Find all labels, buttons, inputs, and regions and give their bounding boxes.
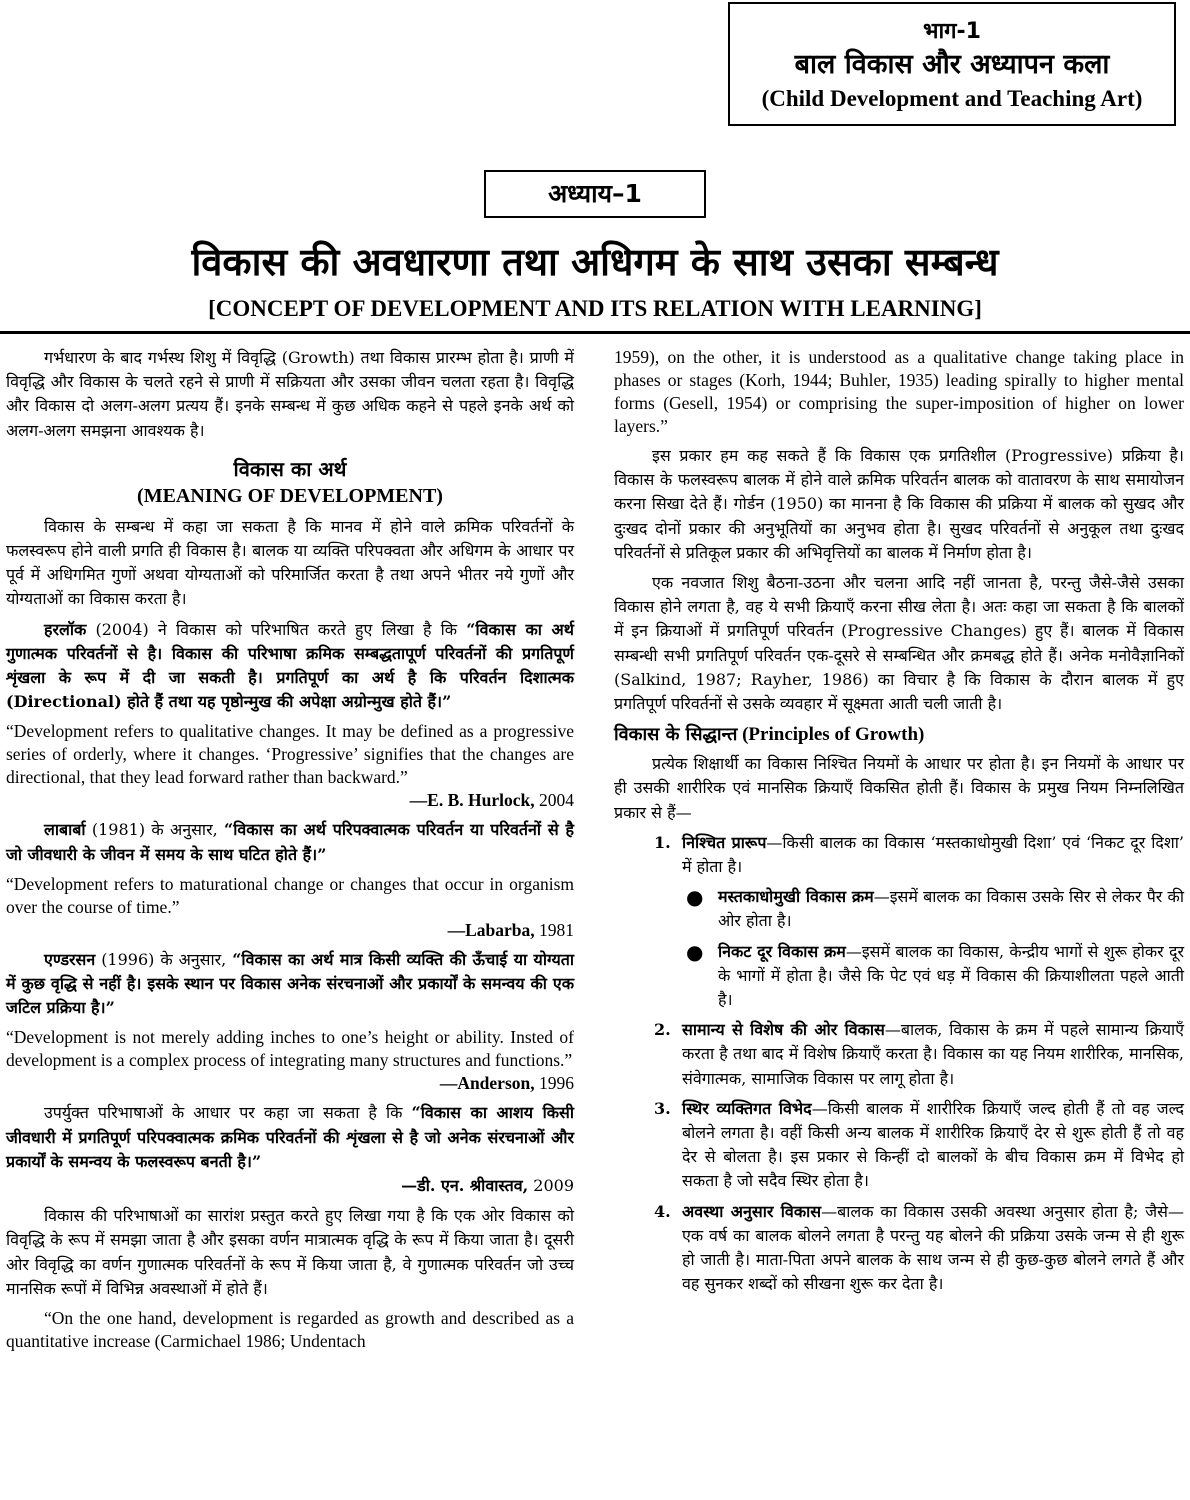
principle-item	[614, 1018, 1184, 1091]
item-text: —बालक का विकास उसकी अवस्था अनुसार होता है; जैसे—एक वर्ष का बालक बोलने लगता है परन्तु यह बोलने की प्रक्रिया उसके जन्म से ही शुरू हो जाती है। माता-पिता अपने बालक के साथ जन्म से ही कुछ-कुछ बोलने लगते हैं और वह सुनकर शब्दों को सीखना शुरू कर देता है।	[682, 1201, 1184, 1294]
right-column	[614, 346, 1184, 1303]
anderson-quote: “विकास का अर्थ मात्र किसी व्यक्ति की ऊँचाई या योग्यता में कुछ वृद्धि से नहीं है। इसके स्थान पर विकास अनेक संरचनाओं और प्रकार्यों के समन्वय की एक जटिल प्रक्रिया है।”	[6, 949, 575, 1018]
section-heading-english: (MEANING OF DEVELOPMENT)	[137, 484, 443, 507]
meaning-paragraph: विकास के सम्बन्ध में कहा जा सकता है कि मानव में होने वाले क्रमिक परिवर्तनों के फलस्वरूप होने वाली प्रगति ही विकास है। बालक या व्यक्ति परिपक्वता और अधिगम के आधार पर पूर्व में अधिगमित गुणों अथवा योग्यताओं को परिमार्जित करता है तथा अपने भीतर नये गुणों और योग्यताओं का विकास करता है।	[6, 516, 574, 609]
item-text: —किसी बालक में शारीरिक क्रियाएँ जल्द होती हैं तो वह जल्द बोलने लगता है। वहीं किसी अन्य बालक में शारीरिक क्रियाएँ देर से शुरू होती हैं तो वह देर से बोलता है। इस प्रकार से किन्हीं दो बालकों के बीच विकास क्रम में विभेद हो सकता है जो सदैव स्थिर होता है।	[682, 1098, 1184, 1191]
carmichael-quote-continued: 1959), on the other, it is understood as a qualitative change taking place in phases or stages (Korh, 1944; Buhler, 1935) leading spirally to higher mental forms (Gesell, 1954) or comprising the super-imposition of higher on lower layers.”	[614, 347, 1184, 436]
summary-quote: “विकास का आशय किसी जीवधारी में प्रगतिपूर्ण परिपक्वात्मक क्रमिक परिवर्तनों की शृंखला से है जो अनेक संरचनाओं और प्रकार्यों के समन्वय के फलस्वरूप बनती है।”	[6, 1103, 574, 1171]
labarba-quote: “विकास का अर्थ परिपक्वात्मक परिवर्तन या परिवर्तनों से है जो जीवधारी के जीवन में समय के साथ घटित होते हैं।”	[6, 820, 574, 864]
labarba-english-text: “Development refers to maturational change or changes that occur in organism over the course of time.”	[6, 873, 574, 917]
item-number: 2.	[654, 1020, 671, 1040]
principles-heading	[614, 722, 1184, 748]
bullet-text: —इसमें बालक का विकास, केन्द्रीय भागों से शुरू होकर दूर के भागों में होता है। जैसे कि पेट एवं धड़ में विकास की क्रियाशीलता पहले आती है।	[718, 941, 1184, 1010]
item-title: अवस्था अनुसार विकास	[682, 1201, 822, 1221]
chapter-title-english: [CONCEPT OF DEVELOPMENT AND ITS RELATION WITH LEARNING]	[208, 296, 982, 321]
labarba-intro: (1981) के अनुसार,	[85, 820, 225, 840]
left-column	[6, 346, 574, 1359]
summary-definition	[6, 1101, 574, 1198]
anderson-english-quote	[6, 1026, 574, 1095]
anderson-author: —Anderson,	[439, 1073, 535, 1094]
hurlock-intro: (2004) ने विकास को परिभाषित करते हुए लिखा है कि	[86, 619, 467, 639]
progressive-paragraph: इस प्रकार हम कह सकते हैं कि विकास एक प्रगतिशील (Progressive) प्रक्रिया है। विकास के फलस्वरूप बालक में होने वाले क्रमिक परिवर्तन बालक को वातावरण के साथ समायोजन करना सिखा देते हैं। गोर्डन (1950) का मानना है कि विकास की प्रक्रिया में बालक को सुखद और दुःखद दोनों प्रकार की अनुभूतियों का अनुभव होता है। सुखद परिवर्तनों से अनुकूल तथा दुःखद परिवर्तनों से प्रतिकूल प्रकार की अभिवृत्तियों का बालक में निर्माण होता है।	[614, 446, 1184, 562]
hurlock-english-quote	[6, 720, 574, 812]
hurlock-definition	[6, 618, 574, 715]
labarba-english-quote	[6, 873, 574, 942]
intro-paragraph: गर्भधारण के बाद गर्भस्थ शिशु में विवृद्धि (Growth) तथा विकास प्रारम्भ होता है। प्राणी में विवृद्धि और विकास के चलते रहने से प्राणी में सक्रियता और उसका जीवन चलता रहता है। विवृद्धि और विकास दो अलग-अलग प्रत्यय हैं। इनके सम्बन्ध में कुछ अधिक कहने से पहले इनके अर्थ को अलग-अलग समझना आवश्यक है।	[6, 348, 574, 440]
part-title: बाल विकास और अध्यापन कला	[794, 49, 1110, 80]
labarba-definition	[6, 818, 574, 866]
bullet-text: —इसमें बालक का विकास उसके सिर से लेकर पैर की ओर होता है।	[718, 887, 1184, 931]
principle-item	[614, 1200, 1184, 1297]
header-rule	[0, 331, 1190, 334]
carmichael-quote-start: “On the one hand, development is regarded as growth and described as a quantitative increase (Carmichael 1986; Undentach	[6, 1308, 574, 1352]
summary-intro: उपर्युक्त परिभाषाओं के आधार पर कहा जा सकता है कि	[44, 1103, 412, 1123]
labarba-author: —Labarba,	[447, 919, 535, 940]
part-subtitle: (Child Development and Teaching Art)	[761, 86, 1143, 111]
anderson-intro: (1996) के अनुसार,	[95, 949, 233, 969]
labarba-name: लाबार्बा	[44, 820, 86, 840]
hurlock-english-text: “Development refers to qualitative changes. It may be defined as a progressive series of orderly, where it changes. ‘Progressive’ signifies that the changes are directional, that they lead forward rather than backward.”	[6, 721, 574, 788]
labarba-attribution	[6, 919, 574, 942]
part-title-box	[728, 2, 1176, 126]
anderson-year: 1996	[534, 1073, 574, 1094]
summary-author: —डी. एन. श्रीवास्तव,	[401, 1176, 529, 1196]
principle-item	[614, 1097, 1184, 1194]
bullet-icon: ●	[686, 939, 704, 964]
bullet-item	[614, 885, 1184, 933]
item-number: 4.	[654, 1201, 671, 1221]
summary-paragraph: विकास की परिभाषाओं का सारांश प्रस्तुत करते हुए लिखा गया है कि एक ओर विकास को विवृद्धि के रूप में समझा जाता है और इसका वर्णन मात्रात्मक वृद्धि के रूप में किया जाता है। दूसरी ओर विवृद्धि का वर्णन गुणात्मक परिवर्तनों के रूप में किया जाता है, वे गुणात्मक परिवर्तन जो उच्च मानसिक रूपों में विभिन्न अवस्थाओं में होते हैं।	[6, 1206, 574, 1298]
newborn-paragraph: एक नवजात शिशु बैठना-उठना और चलना आदि नहीं जानता है, परन्तु जैसे-जैसे उसका विकास होने लगता है, वह ये सभी क्रियाएँ करना सीख लेता है। अतः कहा जा सकता है कि बालकों में इन क्रियाओं में प्रगतिपूर्ण परिवर्तन (Progressive Changes) हुए हैं। बालक में विकास सम्बन्धी सभी प्रगतिपूर्ण परिवर्तन एक-दूसरे से सम्बन्धित और क्रमबद्ध होते हैं। अनेक मनोवैज्ञानिकों (Salkind, 1987; Rayher, 1986) का विचार है कि विकास के दौरान बालक में हुए प्रगतिपूर्ण परिवर्तनों से उसके व्यवहार में सूक्ष्मता आती चली जाती है।	[614, 573, 1184, 714]
principles-intro: प्रत्येक शिक्षार्थी का विकास निश्चित नियमों के आधार पर होता है। इन नियमों के आधार पर ही उसकी शारीरिक एवं मानसिक क्रियाएँ विकसित होती हैं। विकास के प्रमुख नियम निम्नलिखित प्रकार से हैं—	[614, 754, 1184, 822]
principles-heading-english: (Principles of Growth)	[737, 724, 925, 746]
bullet-title: मस्तकाधोमुखी विकास क्रम	[718, 887, 874, 907]
chapter-label: अध्याय–1	[484, 170, 706, 218]
summary-attribution	[6, 1174, 574, 1198]
bullet-title: निकट दूर विकास क्रम	[718, 941, 846, 961]
hurlock-quote: “विकास का अर्थ गुणात्मक परिवर्तनों से है। विकास की परिभाषा क्रमिक सम्बद्धतापूर्ण परिवर्तनों की प्रगतिपूर्ण शृंखला के रूप में दी जा सकती है। प्रगतिपूर्ण का अर्थ है कि परिवर्तन दिशात्मक (Directional) होते हैं तथा यह पृष्ठोन्मुख की अपेक्षा अग्रोन्मुख होते हैं।”	[6, 619, 574, 712]
bullet-icon: ●	[686, 885, 704, 910]
hurlock-author: —E. B. Hurlock,	[409, 790, 535, 811]
anderson-definition	[6, 948, 574, 1021]
anderson-attribution	[6, 1072, 574, 1095]
item-number: 1.	[654, 832, 671, 852]
item-number: 3.	[654, 1098, 671, 1118]
item-text: —किसी बालक का विकास ‘मस्तकाधोमुखी दिशा’ एवं ‘निकट दूर दिशा’ में होता है।	[682, 832, 1184, 877]
hurlock-year: 2004	[534, 790, 574, 811]
labarba-year: 1981	[534, 919, 574, 940]
part-label: भाग-1	[923, 19, 981, 44]
chapter-title-hindi: विकास की अवधारणा तथा अधिगम के साथ उसका सम्बन्ध	[191, 240, 999, 284]
principle-item	[614, 831, 1184, 879]
item-title: निश्चित प्रारूप	[682, 832, 767, 852]
section-heading-hindi: विकास का अर्थ	[233, 456, 347, 481]
hurlock-name: हरलॉक	[44, 619, 87, 639]
summary-year: 2009	[528, 1176, 574, 1196]
anderson-name: एण्डरसन	[44, 949, 96, 969]
item-title: सामान्य से विशेष की ओर विकास	[682, 1020, 885, 1040]
item-text: —बालक, विकास के क्रम में पहले सामान्य क्रियाएँ करता है तथा बाद में विशेष क्रियाएँ करता है। विकास का यह नियम शारीरिक, मानसिक, संवेगात्मक, सामाजिक विकास पर लागू होता है।	[682, 1020, 1185, 1088]
item-title: स्थिर व्यक्तिगत विभेद	[682, 1098, 812, 1118]
principles-heading-hindi: विकास के सिद्धान्त	[614, 724, 738, 746]
anderson-english-text: “Development is not merely adding inches to one’s height or ability. Insted of development is a complex process of integrating many structures and functions.”	[6, 1027, 574, 1071]
hurlock-attribution	[6, 789, 574, 812]
bullet-item	[614, 940, 1184, 1013]
